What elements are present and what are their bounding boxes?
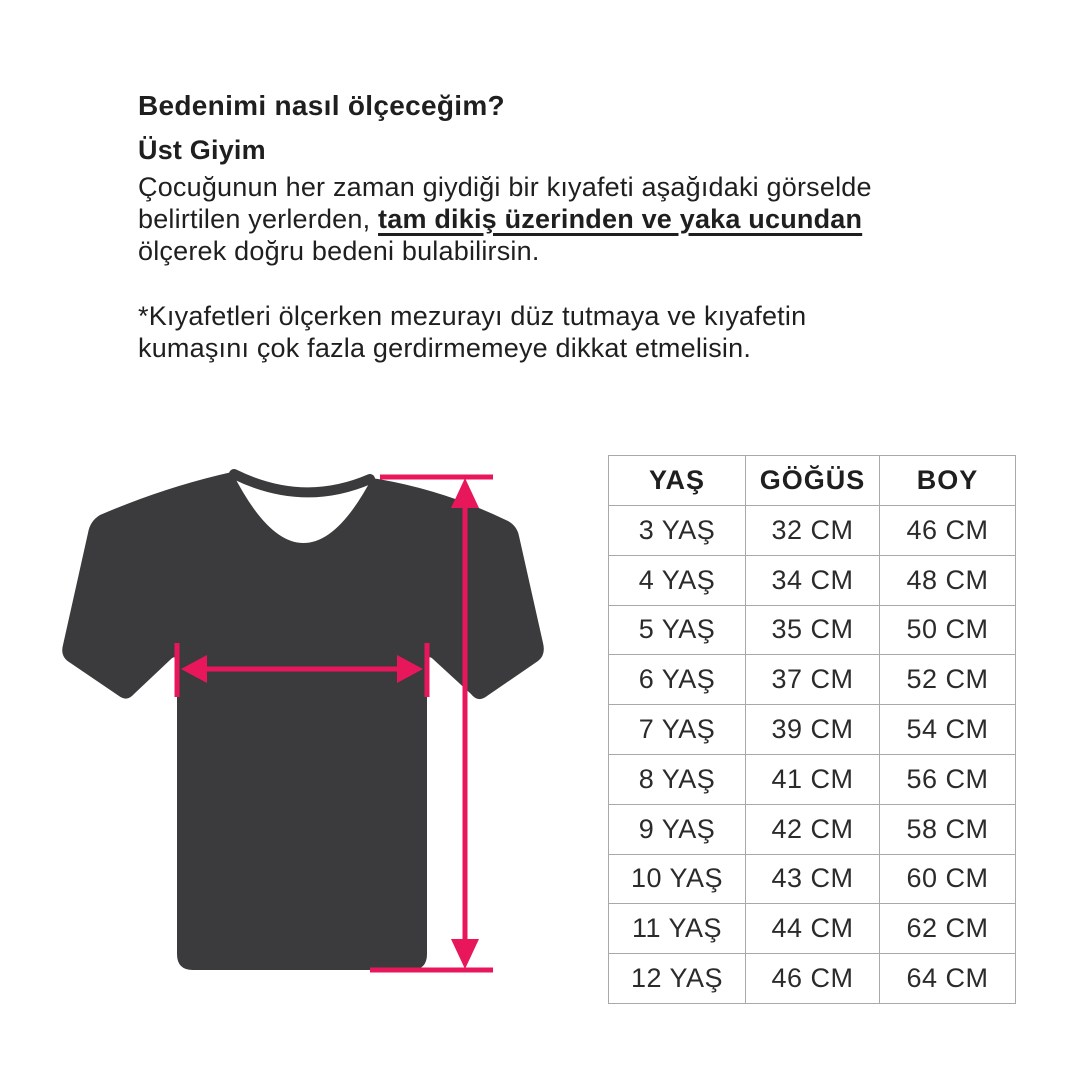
table-row xyxy=(609,555,1016,605)
length-arrowhead-bottom xyxy=(451,939,479,969)
chest-cell: 34 CM xyxy=(746,555,880,605)
height-cell: 60 CM xyxy=(880,854,1016,904)
age-cell: 5 YAŞ xyxy=(609,605,746,655)
header-height: BOY xyxy=(880,456,1016,506)
age-cell: 7 YAŞ xyxy=(609,705,746,755)
intro-line-3: ölçerek doğru bedeni bulabilirsin. xyxy=(138,236,540,266)
chest-cell: 42 CM xyxy=(746,804,880,854)
height-cell: 48 CM xyxy=(880,555,1016,605)
intro-line-2-highlight: tam dikiş üzerinden ve yaka ucundan xyxy=(378,204,863,234)
age-cell: 12 YAŞ xyxy=(609,954,746,1004)
height-cell: 52 CM xyxy=(880,655,1016,705)
height-cell: 46 CM xyxy=(880,506,1016,556)
table-row xyxy=(609,605,1016,655)
table-row xyxy=(609,754,1016,804)
header-chest: GÖĞÜS xyxy=(746,456,880,506)
age-cell: 3 YAŞ xyxy=(609,506,746,556)
note-section xyxy=(138,300,968,364)
height-cell: 58 CM xyxy=(880,804,1016,854)
page-title: Bedenimi nasıl ölçeceğim? xyxy=(138,89,505,121)
height-cell: 50 CM xyxy=(880,605,1016,655)
chest-cell: 41 CM xyxy=(746,754,880,804)
chest-cell: 35 CM xyxy=(746,605,880,655)
table-row xyxy=(609,804,1016,854)
chest-cell: 43 CM xyxy=(746,854,880,904)
size-table xyxy=(608,455,1016,1004)
note-line-2: kumaşını çok fazla gerdirmemeye dikkat etmelisin. xyxy=(138,333,752,363)
length-arrowhead-top xyxy=(451,478,479,508)
height-cell: 62 CM xyxy=(880,904,1016,954)
table-row xyxy=(609,655,1016,705)
age-cell: 10 YAŞ xyxy=(609,854,746,904)
tshirt-illustration xyxy=(50,445,560,985)
section-heading: Üst Giyim xyxy=(138,135,266,165)
age-cell: 9 YAŞ xyxy=(609,804,746,854)
tshirt-measurement-diagram xyxy=(50,445,560,985)
chest-cell: 37 CM xyxy=(746,655,880,705)
table-row xyxy=(609,904,1016,954)
header-age: YAŞ xyxy=(609,456,746,506)
table-row xyxy=(609,854,1016,904)
age-cell: 4 YAŞ xyxy=(609,555,746,605)
height-cell: 64 CM xyxy=(880,954,1016,1004)
intro-line-2-normal: belirtilen yerlerden, xyxy=(138,204,379,234)
note-line-1: *Kıyafetleri ölçerken mezurayı düz tutmaya ve kıyafetin xyxy=(138,301,807,331)
intro-section xyxy=(138,135,968,267)
size-table-header-row xyxy=(609,456,1016,506)
chest-cell: 44 CM xyxy=(746,904,880,954)
table-row xyxy=(609,506,1016,556)
age-cell: 8 YAŞ xyxy=(609,754,746,804)
height-cell: 54 CM xyxy=(880,705,1016,755)
age-cell: 11 YAŞ xyxy=(609,904,746,954)
height-cell: 56 CM xyxy=(880,754,1016,804)
intro-line-1: Çocuğunun her zaman giydiği bir kıyafeti aşağıdaki görselde xyxy=(138,172,872,202)
age-cell: 6 YAŞ xyxy=(609,655,746,705)
tshirt-shape xyxy=(62,472,544,970)
chest-cell: 32 CM xyxy=(746,506,880,556)
table-row xyxy=(609,954,1016,1004)
collar-band xyxy=(234,474,370,492)
intro-line-2 xyxy=(138,203,968,235)
intro-paragraph xyxy=(138,171,968,267)
chest-cell: 46 CM xyxy=(746,954,880,1004)
table-row xyxy=(609,705,1016,755)
chest-cell: 39 CM xyxy=(746,705,880,755)
